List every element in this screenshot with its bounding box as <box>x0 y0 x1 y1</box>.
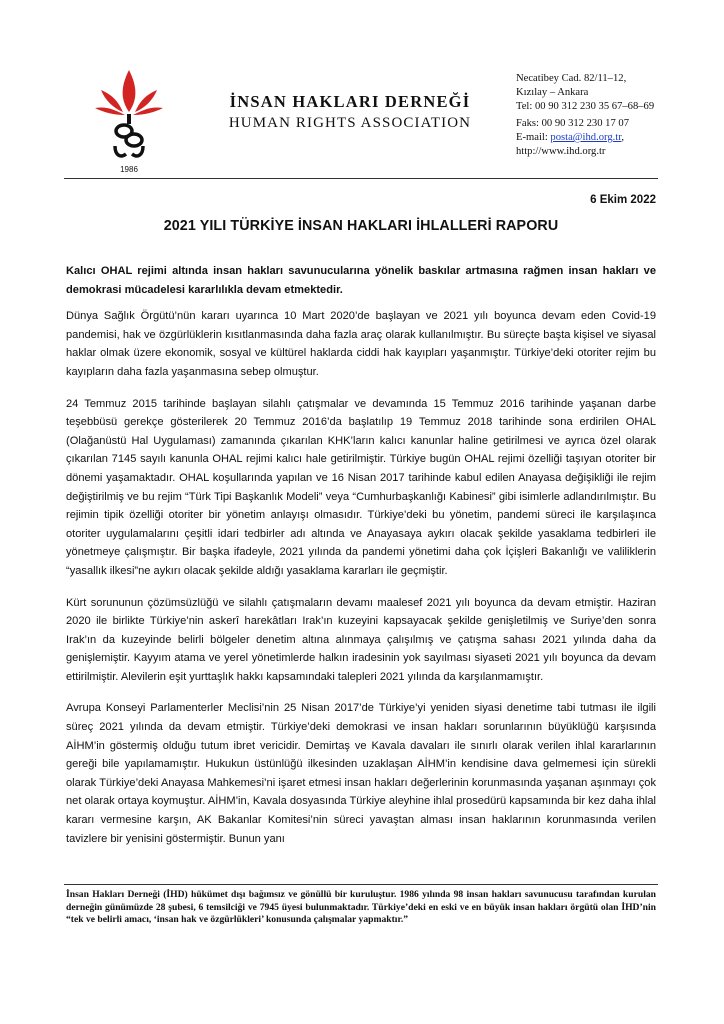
email-link[interactable]: posta@ihd.org.tr <box>550 132 622 143</box>
address-line-2: Kızılay – Ankara <box>516 87 589 98</box>
email-suffix: , <box>621 132 625 143</box>
rose-chain-logo-icon <box>93 68 165 178</box>
org-name-tr: İNSAN HAKLARI DERNEĞİ <box>229 92 471 111</box>
org-name-en: HUMAN RIGHTS ASSOCIATION <box>228 115 472 131</box>
document-title: 2021 YILI TÜRKİYE İNSAN HAKLARI İHLALLERİ RAPORU <box>163 218 559 234</box>
paragraph-3: Kürt sorununun çözümsüzlüğü ve silahlı çatışmaların devamı maalesef 2021 yılı boyunca da devam etmiştir. Haziran 2020 ile birlikte Türkiye’nin askerî harekâtları Irak’ın kuzeyini kapsayacak şekilde genişletilmiş ve Suriye’den sonra Irak’ın da kuzeyinde belirli bölgeler denetim altına alınmaya çalışılmış ve çatışma sahası 2021 yılında daha da genişlemiştir. Kayyım atama ve yerel yönetimlerde halkın iradesinin yok sayılması siyaseti 2021 yılı boyunca da devam ettirilmiştir. Alevilerin eşit yurttaşlık hakkı kapsamındaki talepleri 2021 yılında da karşılanmamıştır. <box>66 596 656 683</box>
website-link[interactable]: http://www.ihd.org.tr <box>516 146 606 157</box>
contact-block <box>516 72 676 159</box>
header-divider <box>64 178 658 179</box>
paragraph-2: 24 Temmuz 2015 tarihinde başlayan silahlı çatışmalar ve devamında 15 Temmuz 2016 tarihinde yaşanan darbe teşebbüsü gerekçe gösterilerek 20 Temmuz 2016’da başlatılıp 19 Temmuz 2018 tarihinde sona erdirilen OHAL (Olağanüstü Hal Uygulaması) zamanında çıkarılan KHK’ların kalıcı kanunlar haline getirilmesi ve ayrıca özel olarak çıkarılan 7145 sayılı kanunla OHAL rejimi kalıcı hale getirilmiştir. Türkiye bugün OHAL rejimi özelliği taşıyan otoriter bir dönemi yaşamaktadır. OHAL koşullarında yapılan ve 16 Nisan 2017 tarihinde kabul edilen Anayasa değişikliği ile rejim değiştirilmiş ve bu rejim “Türk Tipi Başkanlık Modeli” veya “Cumhurbaşkanlığı Kabinesi” gibi isimlerle adlandırılmıştır. Bu rejimin tipik özelliği otoriter bir yönetim anlayışı olmasıdır. Türkiye’deki bu yönetim, pandemi süreci ile karşılaşınca otoriter uygulamalarını çeşitli idari tedbirler adı altında ve Anayasaya aykırı olacak şekilde yasaklama tedbirleri ile yönetmeye çalışmıştır. Bir başka ifadeyle, 2021 yılında da pandemi yönetimi daha çok İçişleri Bakanlığı ve valiliklerin “yasallık ilkesi”ne aykırı olacak şekilde aldığı yasaklama kararları ile geçmiştir. <box>66 397 656 577</box>
organisation-name <box>200 92 500 134</box>
lead-paragraph: Kalıcı OHAL rejimi altında insan hakları savunucularına yönelik baskılar artmasına rağmen insan hakları ve demokrasi mücadelesi kararlılıkla devam etmektedir. <box>66 265 656 296</box>
footer-divider <box>64 884 658 885</box>
address-line-1: Necatibey Cad. 82/11–12, <box>516 73 627 84</box>
paragraph-1: Dünya Sağlık Örgütü’nün kararı uyarınca 10 Mart 2020’de başlayan ve 2021 yılı boyunca devam eden Covid-19 pandemisi, hak ve özgürlüklerin kısıtlanmasında daha fazla araç olarak kullanılmıştır. Bu süreçte başta kişisel ve siyasal haklar olmak üzere ekonomik, sosyal ve kültürel haklarda ciddi hak kayıpları yaşanmıştır. Türkiye’deki otoriter rejim bu kayıpların daha fazla yaşanmasına sebep olmuştur. <box>66 310 656 378</box>
fax: Faks: 00 90 312 230 17 07 <box>516 118 630 129</box>
ihd-logo <box>93 68 165 178</box>
logo-year: 1986 <box>120 165 138 174</box>
document-date: 6 Ekim 2022 <box>590 194 656 206</box>
paragraph-4: Avrupa Konseyi Parlamenterler Meclisi’nin 25 Nisan 2017’de Türkiye’yi yeniden siyasi denetime tabi tutması ile ilgili süreç 2021 yılında da devam etmiştir. Türkiye’deki demokrasi ve insan hakları sorunlarının büyüklüğü karşısında AİHM’in göstermiş olduğu tutum ibret vericidir. Demirtaş ve Kavala davaları ile sınırlı olarak verilen ihlal kararlarının gereği bile yapılamamıştır. Hukukun üstünlüğü ilkesinden uzaklaşan AİHM’in kendisine dava gelmemesi için sürekli olarak Türkiye’deki Anayasa Mahkemesi’ni işaret etmesi insan hakları değerlerinin korunmasında yaşanan aşınmayı çok net olarak ortaya koymuştur. AİHM’in, Kavala dosyasında Türkiye aleyhine ihlal prosedürü kapsamında bir kez daha ihlal kararı vermesine karşın, AK Bakanlar Komitesi’nin süreci yavaştan alması insan haklarının korunmasında verilen tavizlere bir yenisini göstermiştir. Bunun yanı <box>66 702 656 845</box>
email-line <box>516 131 676 145</box>
telephone: Tel: 00 90 312 230 35 67–68–69 <box>516 101 655 112</box>
document-body <box>66 262 656 861</box>
footer-note: İnsan Hakları Derneği (İHD) hükümet dışı bağımsız ve gönüllü bir kuruluştur. 1986 yılında 98 insan hakları savunucusu tarafından kurulan derneğin günümüzde 28 şubesi, 6 temsilciği ve 7945 üyesi bulunmaktadır. Türkiye’deki en eski ve en büyük insan hakları örgütü olan İHD’nin “tek ve belirli amacı, ‘insan hak ve özgürlükleri’ konusunda çalışmalar yapmaktır.” <box>66 889 656 926</box>
email-prefix: E-mail: <box>516 132 551 143</box>
